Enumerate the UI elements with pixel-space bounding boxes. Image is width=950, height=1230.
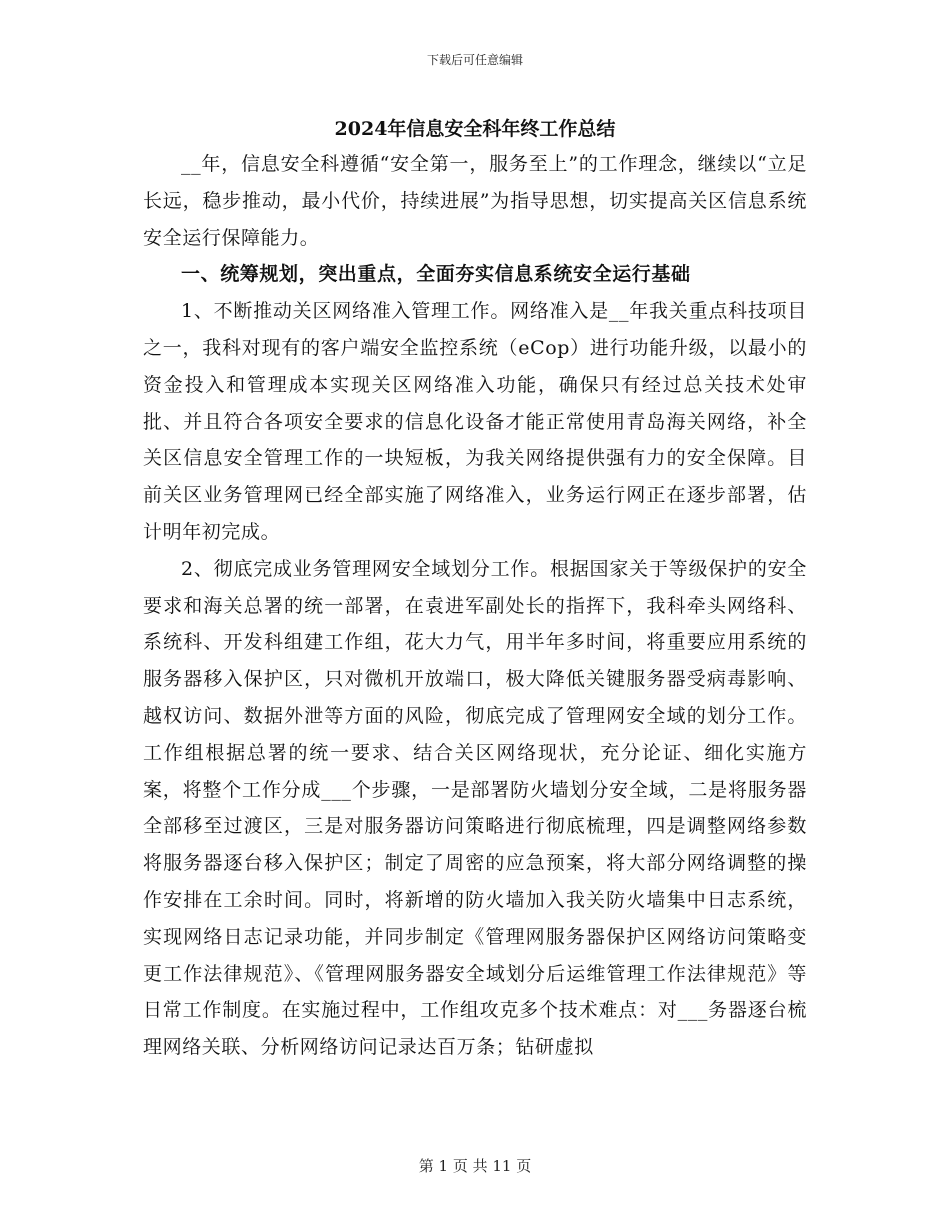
intro-paragraph: __年，信息安全科遵循“安全第一，服务至上”的工作理念，继续以“立足长远，稳步推动，最小代价，持续进展”为指导思想，切实提高关区信息系统安全运行保障能力。 — [143, 153, 807, 249]
section-heading: 一、统筹规划，突出重点，全面夯实信息系统安全运行基础 — [181, 263, 691, 286]
document-body — [143, 146, 807, 1066]
page-header-note: 下载后可任意编辑 — [426, 53, 523, 67]
body-paragraph-network-access: 1、不断推动关区网络准入管理工作。网络准入是__年我关重点科技项目之一，我科对现有的客户端安全监控系统（eCop）进行功能升级，以最小的资金投入和管理成本实现关区网络准入功能，确保只有经过总关技术处审批、并且符合各项安全要求的信息化设备才能正常使用青岛海关网络，补全关区信息安全管理工作的一块短板，为我关网络提供强有力的安全保障。目前关区业务管理网已经全部实施了网络准入，业务运行网正在逐步部署，估计明年初完成。 — [143, 300, 807, 543]
document-title: 2024年信息安全科年终工作总结 — [334, 118, 616, 140]
body-paragraph-security-domain: 2、彻底完成业务管理网安全域划分工作。根据国家关于等级保护的安全要求和海关总署的统一部署，在袁进军副处长的指挥下，我科牵头网络科、系统科、开发科组建工作组，花大力气，用半年多时间，将重要应用系统的服务器移入保护区，只对微机开放端口，极大降低关键服务器受病毒影响、越权访问、数据外泄等方面的风险，彻底完成了管理网安全域的划分工作。工作组根据总署的统一要求、结合关区网络现状，充分论证、细化实施方案，将整个工作分成___个步骤，一是部署防火墙划分安全域，二是将服务器全部移至过渡区，三是对服务器访问策略进行彻底梳理，四是调整网络参数将服务器逐台移入保护区；制定了周密的应急预案，将大部分网络调整的操作安排在工余时间。同时，将新增的防火墙加入我关防火墙集中日志系统，实现网络日志记录功能，并同步制定《管理网服务器保护区网络访问策略变更工作法律规范》、《管理网服务器安全域划分后运维管理工作法律规范》等日常工作制度。在实施过程中，工作组攻克多个技术难点：对___务器逐台梳理网络关联、分析网络访问记录达百万条；钻研虚拟 — [143, 557, 807, 1059]
page-footer-number: 第 1 页 共 11 页 — [418, 1157, 532, 1175]
